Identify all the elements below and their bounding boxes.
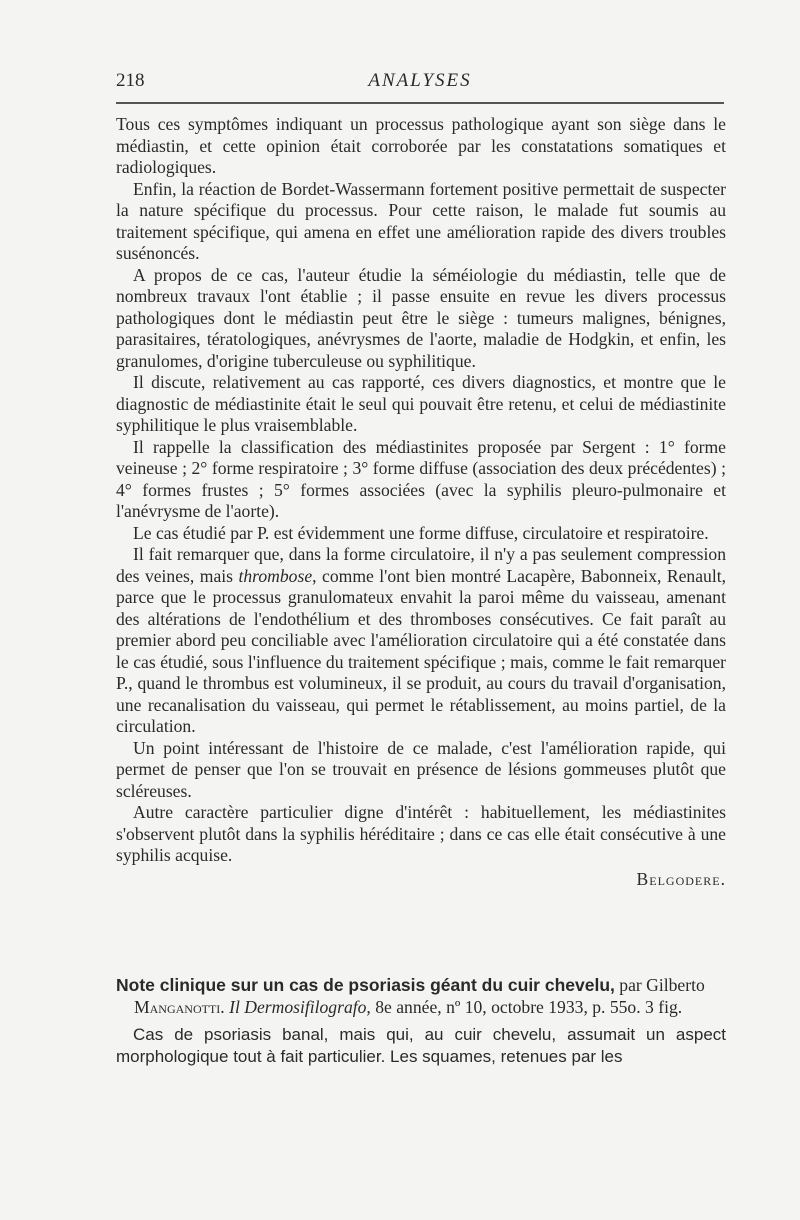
paragraph-7-start: Il fait remarquer que, dans la forme circulatoire, il n'y a pas seulement compression des veines, mais <box>116 544 726 586</box>
paragraph-1: Tous ces symptômes indiquant un processus pathologique ayant son siège dans le médiastin, et cette opinion était corroborée par les constatations somatiques et radiologiques. <box>116 114 726 177</box>
note-journal: Il Dermosifilografo, <box>224 997 371 1017</box>
paragraph-8: Un point intéressant de l'histoire de ce malade, c'est l'amélioration rapide, qui permet de penser que l'on se trouvait en présence de lésions gommeuses plutôt que scléreuses. <box>116 737 726 801</box>
note-ref-par: par Gilberto <box>614 975 705 995</box>
note-author: Manganotti. <box>134 997 225 1017</box>
paragraph-9: Autre caractère particulier digne d'intérêt : habituellement, les médiastinites s'observent plutôt dans la syphilis héréditaire ; dans ce cas elle était consécutive à une syphilis acquise. <box>116 802 726 865</box>
note-ref-details: 8e année, nº 10, octobre 1933, p. 55o. 3 fig. <box>370 997 683 1017</box>
paragraph-7-end: , comme l'ont bien montré Lacapère, Babonneix, Renault, parce que le processus granulomateux envahit la paroi même du vaisseau, amenant des altérations de l'endothélium et des thromboses consécutives. Ce fait paraît au premier abord peu conciliable avec l'amélioration circulatoire qui a été constatée dans le cas étudié, sous l'influence du traitement spécifique ; mais, comme le fait remarquer P., quand le thrombus est volumineux, il se produit, au cours du travail d'organisation, une recanalisation du vaisseau, qui permet le rétablissement, au moins partiel, de la circulation. <box>116 565 726 736</box>
note-body: Cas de psoriasis banal, mais qui, au cuir chevelu, assumait un aspect morphologique tout à fait particulier. Les squames, retenues par les <box>116 1025 726 1066</box>
page-header <box>116 70 724 98</box>
page-number: 218 <box>116 70 145 91</box>
italic-thrombose: thrombose <box>238 565 313 586</box>
paragraph-4: Il discute, relativement au cas rapporté, ces divers diagnostics, et montre que le diagnostic de médiastinite était le seul qui pouvait être retenu, et celui de médiastinite syphilitique le plus vraisemblable. <box>116 372 726 435</box>
paragraph-2: Enfin, la réaction de Bordet-Wassermann fortement positive permettait de suspecter la nature spécifique du processus. Pour cette raison, le malade fut soumis au traitement spécifique, qui amena en effet une amélioration rapide des divers troubles susénoncés. <box>116 178 726 263</box>
paragraph-7 <box>116 544 726 738</box>
article-body <box>116 114 726 890</box>
paragraph-3: A propos de ce cas, l'auteur étudie la séméiologie du médiastin, telle que de nombreux travaux l'ont établie ; il passe ensuite en revue les divers processus pathologiques dont le médiastin peut être le siège : tumeurs malignes, bénignes, parasitaires, tératologiques, anévrysmes de l'aorte, maladie de Hodgkin, et enfin, les granulomes, d'origine tuberculeuse ou syphilitique. <box>116 264 726 371</box>
note-title: Note clinique sur un cas de psoriasis géant du cuir chevelu, <box>116 975 615 995</box>
note-heading <box>116 974 726 1018</box>
running-head: ANALYSES <box>368 70 472 91</box>
signature: Belgodere. <box>636 868 726 889</box>
note-entry <box>116 974 726 1068</box>
header-rule <box>116 102 724 104</box>
paragraph-6: Le cas étudié par P. est évidemment une forme diffuse, circulatoire et respiratoire. <box>133 522 709 543</box>
paragraph-5: Il rappelle la classification des médiastinites proposée par Sergent : 1° forme veineuse ; 2° forme respiratoire ; 3° forme diffuse (association des deux précédentes) ; 4° formes frustes ; 5° formes associées (avec la syphilis pleuro-pulmonaire et l'anévrysme de l'aorte). <box>116 436 726 521</box>
